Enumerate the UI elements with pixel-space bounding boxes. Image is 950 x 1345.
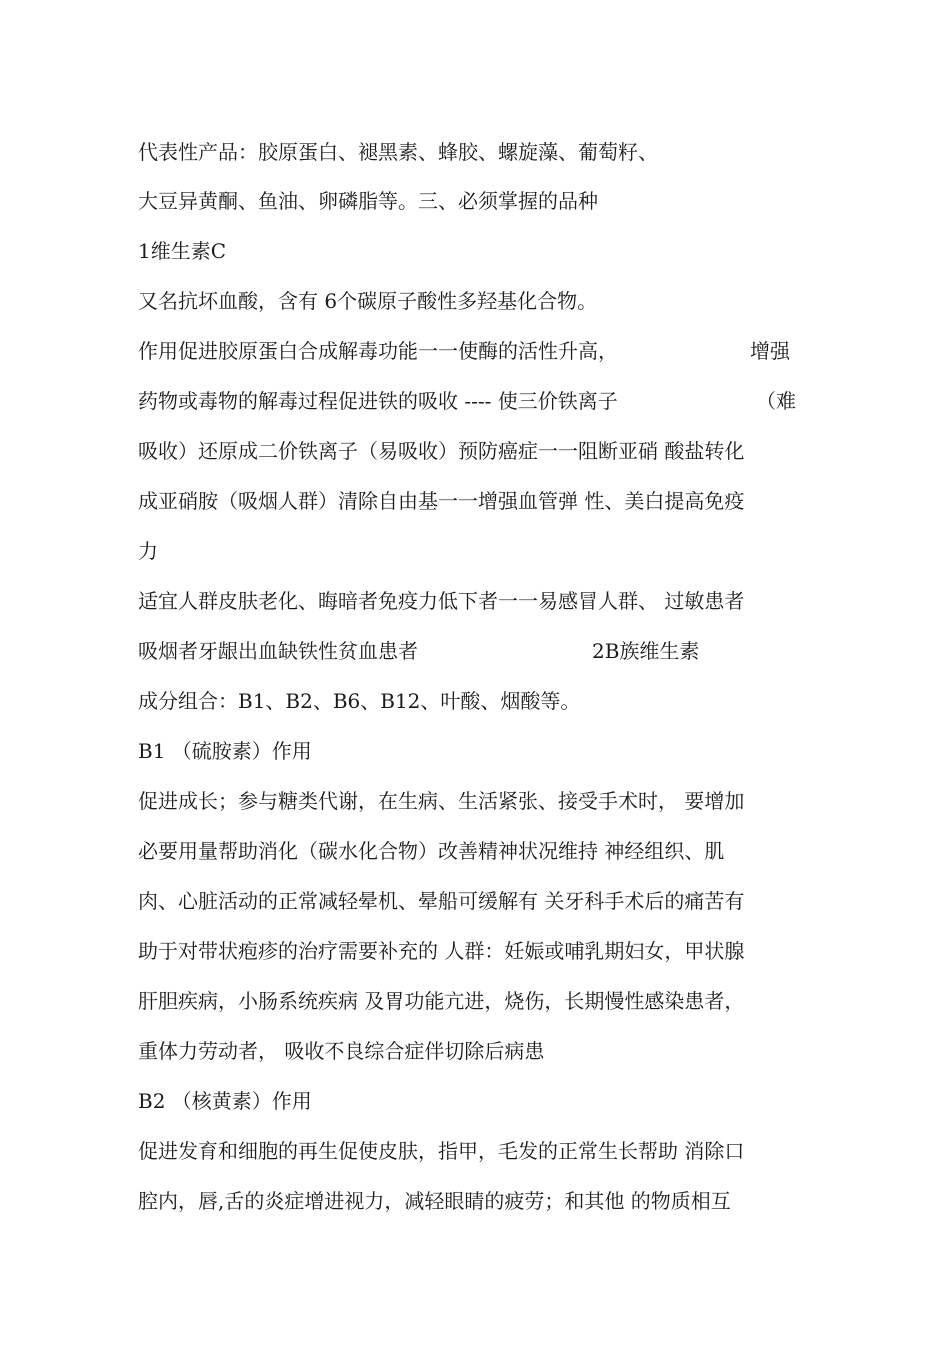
text-segment: 作用促进胶原蛋白合成解毒功能一一使酶的活性升高， <box>138 339 618 363</box>
text-segment: 吸烟者牙龈出血缺铁性贫血患者 <box>138 639 418 663</box>
text-line <box>138 336 808 366</box>
text-line: 助于对带状疱疹的治疗需要补充的 人群：妊娠或哺乳期妇女，甲状腺 <box>138 939 745 963</box>
section-heading: B1 （硫胺素）作用 <box>138 739 312 763</box>
text-segment: （难 <box>756 389 796 413</box>
text-line: 肉、心脏活动的正常减轻晕机、晕船可缓解有 关牙科手术后的痛苦有 <box>138 889 745 913</box>
text-line: 必要用量帮助消化（碳水化合物）改善精神状况维持 神经组织、肌 <box>138 839 725 863</box>
text-line: 又名抗坏血酸，含有 6个碳原子酸性多羟基化合物。 <box>138 289 598 313</box>
text-line: 力 <box>138 539 158 563</box>
text-line: 促进发育和细胞的再生促使皮肤，指甲，毛发的正常生长帮助 消除口 <box>138 1139 745 1163</box>
text-line: 适宜人群皮肤老化、晦暗者免疫力低下者一一易感冒人群、 过敏患者 <box>138 589 745 613</box>
section-heading: 2B族维生素 <box>592 639 700 663</box>
text-line: 腔内，唇,舌的炎症增进视力，减轻眼睛的疲劳；和其他 的物质相互 <box>138 1189 731 1213</box>
text-line <box>138 636 808 666</box>
text-line: 吸收）还原成二价铁离子（易吸收）预防癌症一一阻断亚硝 酸盐转化 <box>138 439 745 463</box>
section-heading: B2 （核黄素）作用 <box>138 1089 312 1113</box>
text-line: 大豆异黄酮、鱼油、卵磷脂等。三、必须掌握的品种 <box>138 189 598 213</box>
text-segment: 增强 <box>750 339 790 363</box>
text-line: 重体力劳动者， 吸收不良综合症伴切除后病患 <box>138 1039 545 1063</box>
text-line <box>138 386 808 416</box>
text-segment: 药物或毒物的解毒过程促进铁的吸收 ---- 使三价铁离子 <box>138 389 618 413</box>
text-line: 促进成长；参与糖类代谢，在生病、生活紧张、接受手术时， 要增加 <box>138 789 745 813</box>
section-heading: 1维生素C <box>138 239 227 263</box>
text-line: 代表性产品：胶原蛋白、褪黑素、蜂胶、螺旋藻、葡萄籽、 <box>138 140 658 164</box>
text-line: 肝胆疾病，小肠系统疾病 及胃功能亢进，烧伤，长期慢性感染患者， <box>138 989 745 1013</box>
text-line: 成分组合：B1、B2、B6、B12、叶酸、烟酸等。 <box>138 689 581 713</box>
text-line: 成亚硝胺（吸烟人群）清除自由基一一增强血管弹 性、美白提高免疫 <box>138 489 745 513</box>
